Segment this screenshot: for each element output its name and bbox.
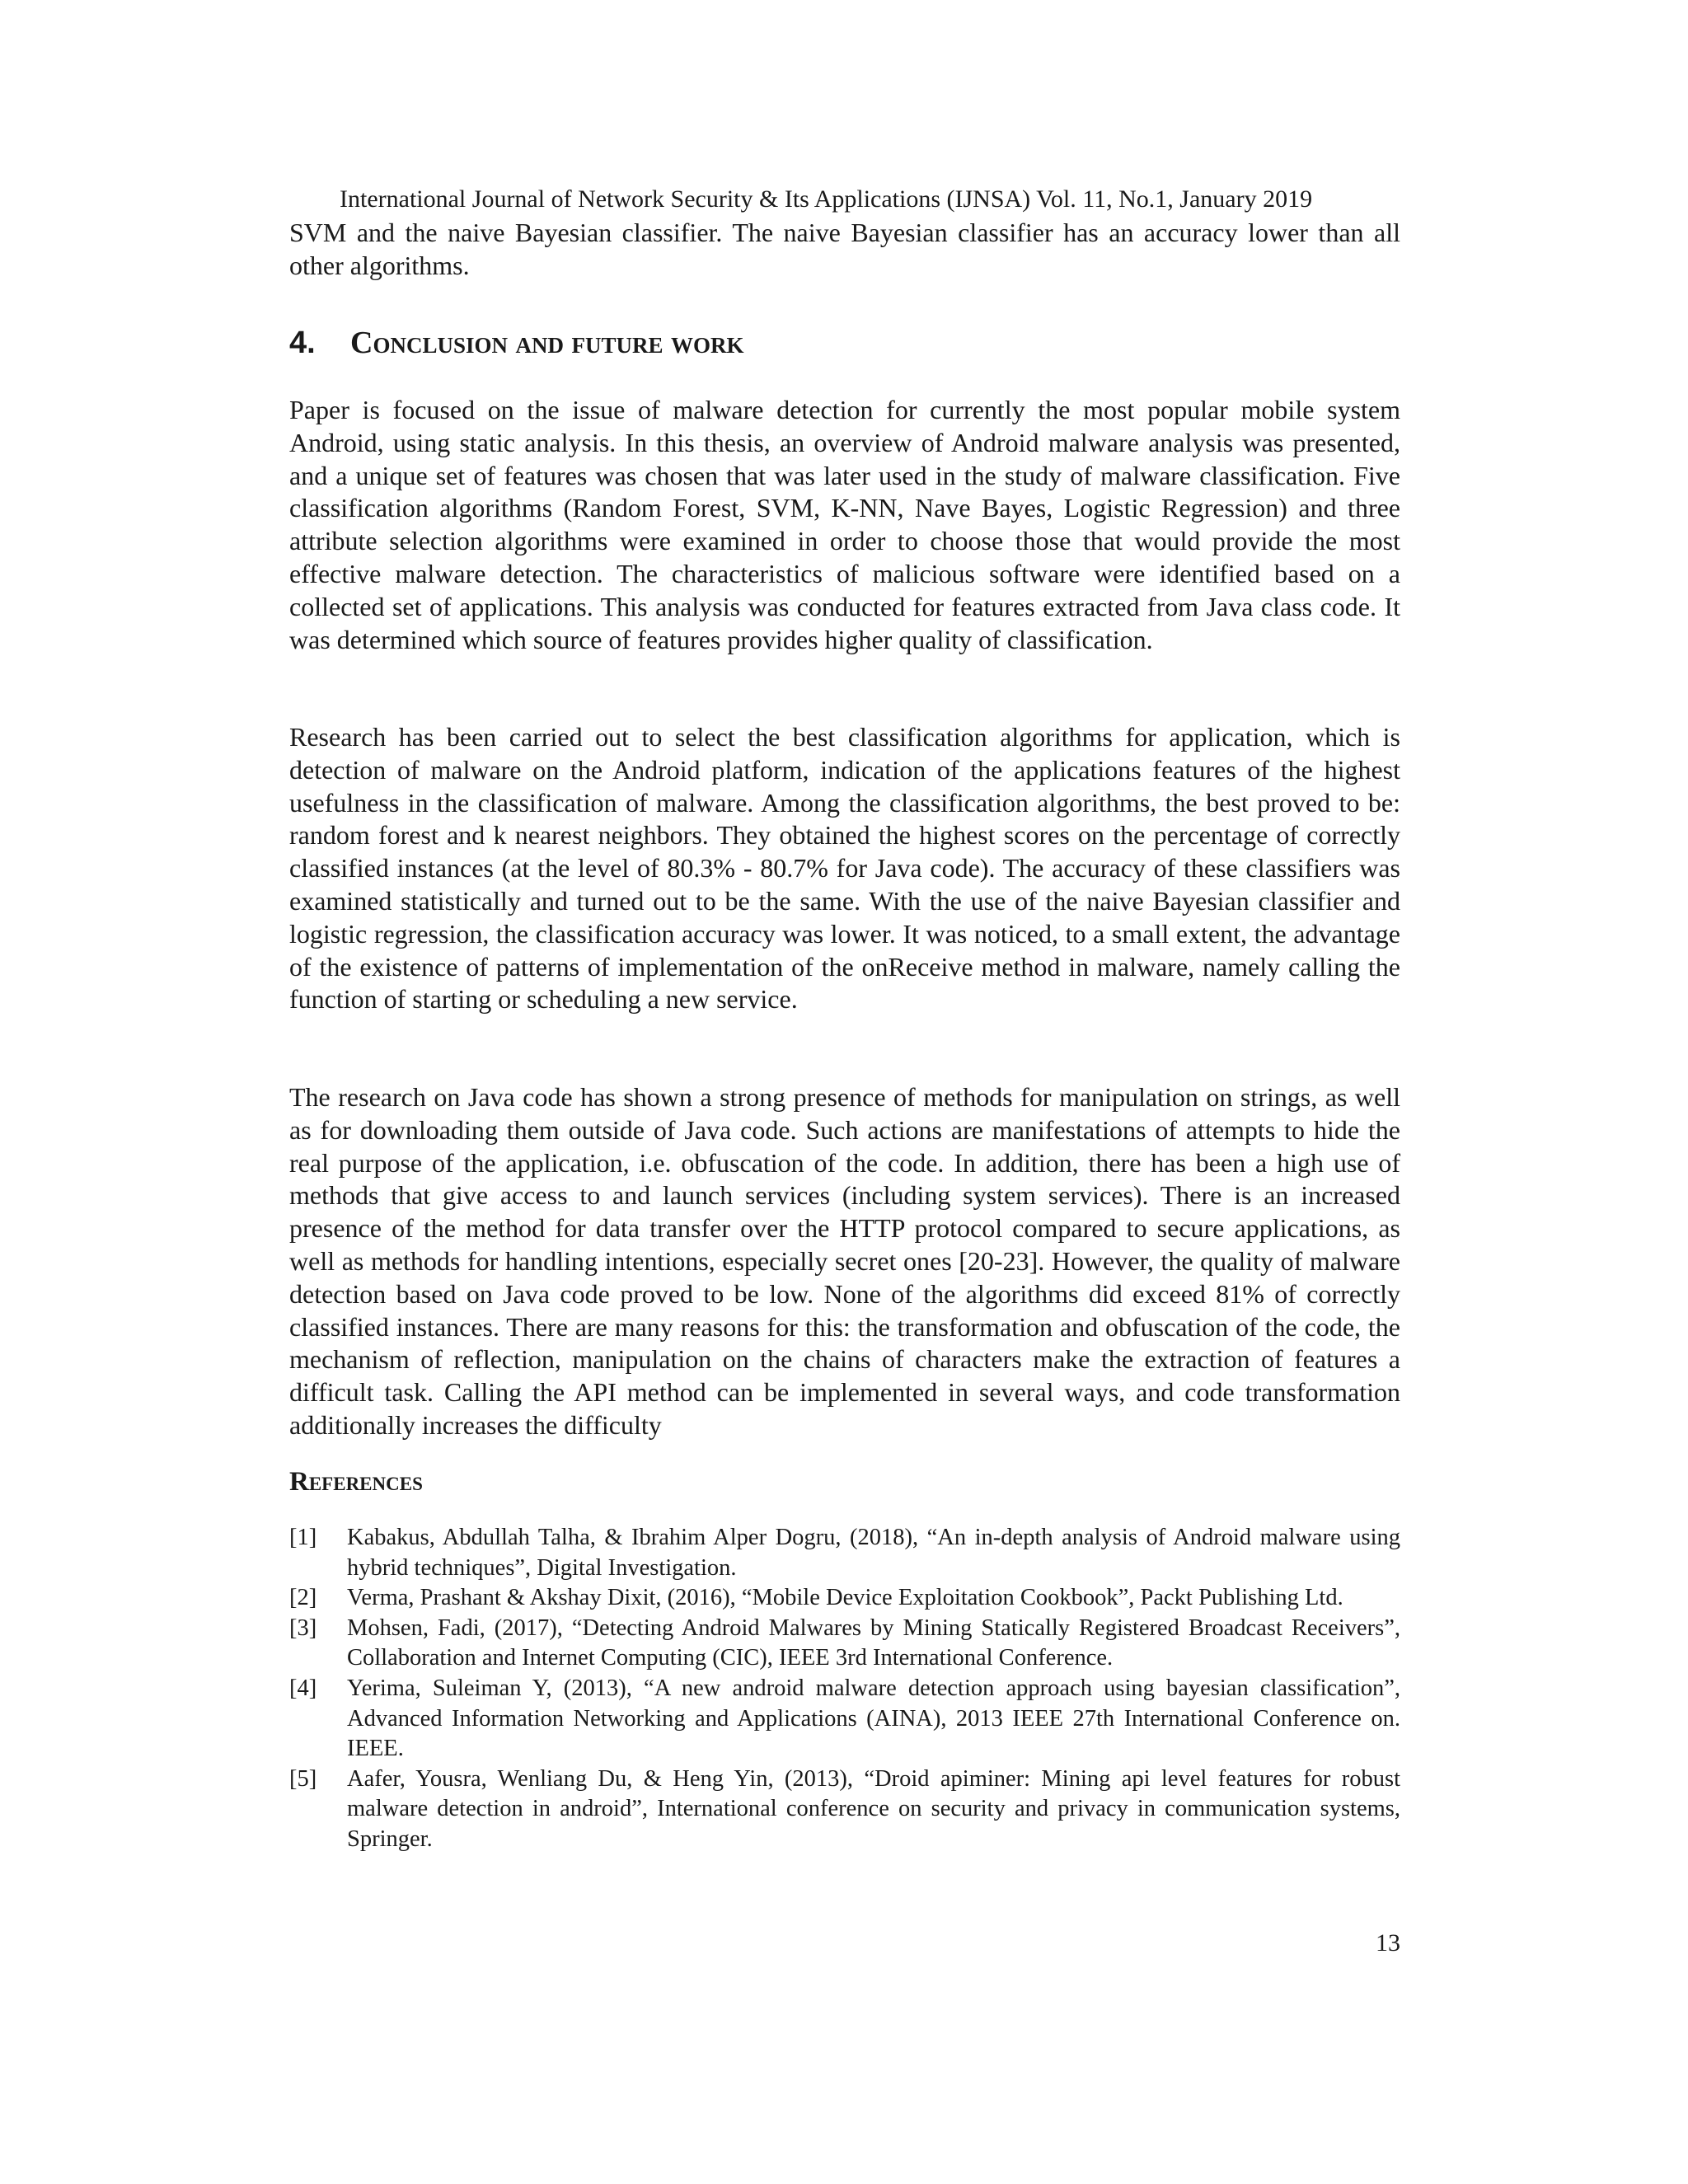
- references-heading: References: [289, 1467, 423, 1497]
- reference-number: [1]: [289, 1525, 317, 1550]
- reference-number: [2]: [289, 1585, 317, 1611]
- reference-item: [289, 1765, 1400, 1855]
- section-number: 4.: [289, 326, 316, 360]
- reference-item: [289, 1583, 1400, 1614]
- section-heading: [289, 323, 743, 363]
- reference-text: Kabakus, Abdullah Talha, & Ibrahim Alper Dogru, (2018), “An in-depth analysis of Android malware using hybrid techniques”, Digital Investigation.: [347, 1525, 1400, 1581]
- reference-text: Mohsen, Fadi, (2017), “Detecting Android Malwares by Mining Statically Registered Broadcast Receivers”, Collaboration and Internet Computing (CIC), IEEE 3rd International Conference.: [347, 1615, 1400, 1671]
- body-paragraph-1: Paper is focused on the issue of malware detection for currently the most popular mobile system Android, using static analysis. In this thesis, an overview of Android malware analysis was presented, and a unique set of features was chosen that was later used in the study of malware classification. Five classification algorithms (Random Forest, SVM, K-NN, Nave Bayes, Logistic Regression) and three attribute selection algorithms were examined in order to choose those that would provide the most effective malware detection. The characteristics of malicious software were identified based on a collected set of applications. This analysis was conducted for features extracted from Java class code. It was determined which source of features provides higher quality of classification.: [289, 395, 1400, 654]
- body-paragraph-3: The research on Java code has shown a strong presence of methods for manipulation on strings, as well as for downloading them outside of Java code. Such actions are manifestations of attempts to hide the real purpose of the application, i.e. obfuscation of the code. In addition, there has been a high use of methods that give access to and launch services (including system services). There is an increased presence of the method for data transfer over the HTTP protocol compared to secure applications, as well as methods for handling intentions, especially secret ones [20-23]. However, the quality of malware detection based on Java code proved to be low. None of the algorithms did exceed 81% of correctly classified instances. There are many reasons for this: the transformation and obfuscation of the code, the mechanism of reflection, manipulation on the chains of characters make the extraction of features a difficult task. Calling the API method can be implemented in several ways, and code transformation additionally increases the difficulty: [289, 1082, 1400, 1440]
- continuation-paragraph: SVM and the naive Bayesian classifier. The naive Bayesian classifier has an accuracy lower than all other algorithms.: [289, 218, 1400, 280]
- references-list: [289, 1523, 1400, 1855]
- reference-item: [289, 1674, 1400, 1765]
- reference-number: [3]: [289, 1615, 317, 1641]
- reference-text: Verma, Prashant & Akshay Dixit, (2016), “Mobile Device Exploitation Cookbook”, Packt Publishing Ltd.: [347, 1585, 1343, 1611]
- reference-item: [289, 1614, 1400, 1674]
- running-header: International Journal of Network Security & Its Applications (IJNSA) Vol. 11, No.1, January 2019: [340, 185, 1313, 213]
- reference-number: [4]: [289, 1675, 317, 1701]
- reference-text: Aafer, Yousra, Wenliang Du, & Heng Yin, (2013), “Droid apiminer: Mining api level features for robust malware detection in android”, International conference on security and privacy in communication systems, Springer.: [347, 1765, 1400, 1852]
- reference-number: [5]: [289, 1765, 317, 1792]
- reference-item: [289, 1523, 1400, 1583]
- body-paragraph-2: Research has been carried out to select the best classification algorithms for application, which is detection of malware on the Android platform, indication of the applications features of the highest usefulness in the classification of malware. Among the classification algorithms, the best proved to be: random forest and k nearest neighbors. They obtained the highest scores on the percentage of correctly classified instances (at the level of 80.3% - 80.7% for Java code). The accuracy of these classifiers was examined statistically and turned out to be the same. With the use of the naive Bayesian classifier and logistic regression, the classification accuracy was lower. It was noticed, to a small extent, the advantage of the existence of patterns of implementation of the onReceive method in malware, namely calling the function of starting or scheduling a new service.: [289, 722, 1400, 1015]
- reference-text: Yerima, Suleiman Y, (2013), “A new android malware detection approach using bayesian classification”, Advanced Information Networking and Applications (AINA), 2013 IEEE 27th International Conference on. IEEE.: [347, 1675, 1400, 1762]
- section-title: Conclusion and future work: [350, 326, 744, 360]
- page-number: 13: [1376, 1929, 1400, 1957]
